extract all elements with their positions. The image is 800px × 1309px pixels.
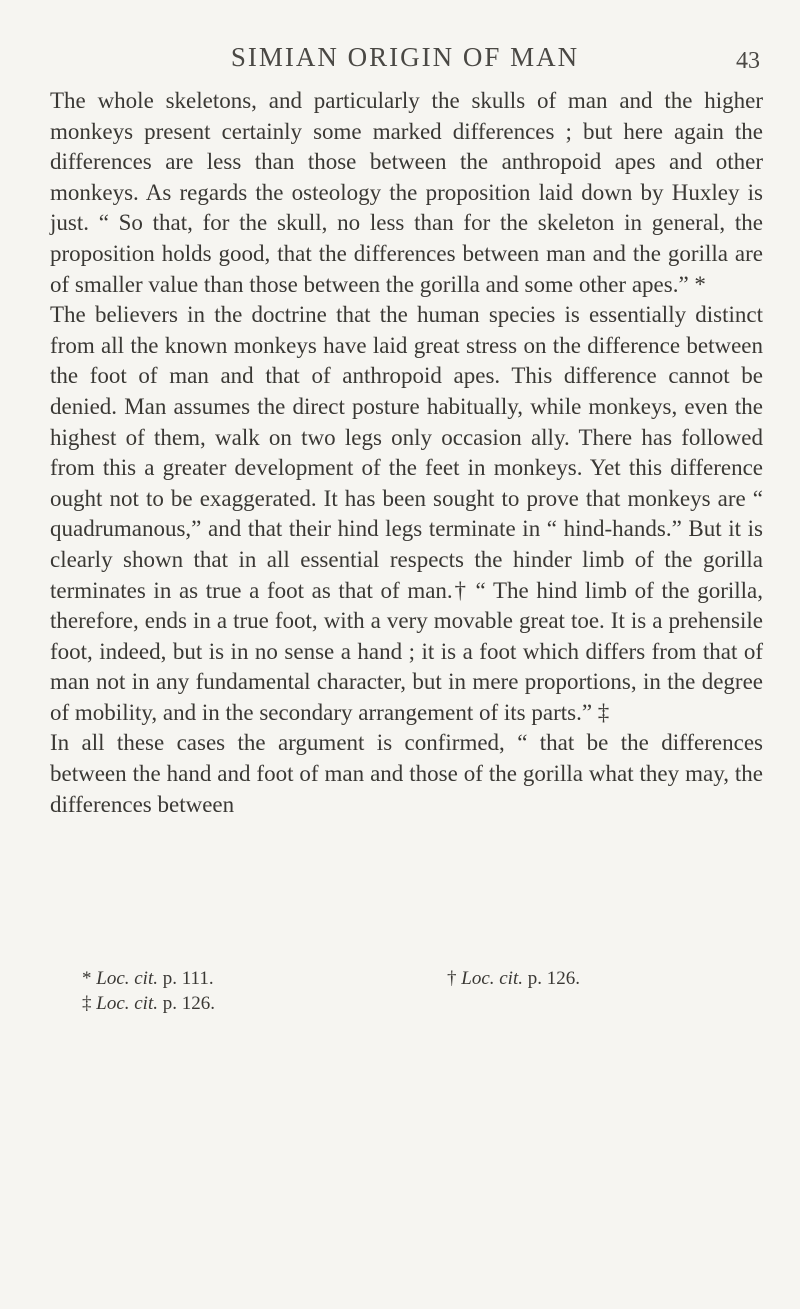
paragraph-cases: In all these cases the argument is confirmed, “ that be the differences between the hand and foot of man and those of the gorilla what they may, the differences between — [50, 730, 763, 817]
footnote-2 — [447, 966, 580, 991]
footnote-page: p. 126. — [162, 993, 215, 1014]
footnotes — [82, 966, 742, 1016]
footnote-ref: Loc. cit. — [96, 993, 158, 1014]
footnote-page: p. 126. — [527, 968, 580, 989]
paragraph-foot: The believers in the doctrine that the human species is essentially distinct from all the known monkeys have laid great stress on the difference between the foot of man and that of anthropoid apes. This difference cannot be denied. Man assumes the direct posture habitually, while monkeys, even the highest of them, walk on two legs only occasion ally. There has followed from this a greater development of the feet in monkeys. Yet this difference ought not to be exaggerated. It has been sought to prove that monkeys are “ quadrumanous,” and that their hind legs terminate in “ hind-hands.” But it is clearly shown that in all essential respects the hinder limb of the gorilla terminates in as true a foot as that of man.† “ The hind limb of the gorilla, therefore, ends in a true foot, with a very movable great toe. It is a prehensile foot, indeed, but is in no sense a hand ; it is a foot which differs from that of man not in any fundamental character, but in mere proportions, in the degree of mobility, and in the secondary arrangement of its parts.” ‡ — [50, 302, 763, 725]
footnote-page: p. 111. — [162, 968, 214, 989]
page-number: 43 — [736, 48, 760, 74]
running-head — [50, 42, 760, 82]
footnote-mark: † — [447, 968, 457, 989]
footnote-ref: Loc. cit. — [96, 968, 158, 989]
footnote-mark: * — [82, 968, 92, 989]
footnote-mark: ‡ — [82, 993, 92, 1014]
footnote-3 — [82, 991, 215, 1016]
running-title: SIMIAN ORIGIN OF MAN — [230, 42, 580, 72]
footnote-1 — [82, 966, 447, 991]
paragraph-skeletons: The whole skeletons, and particularly the skulls of man and the higher monkeys present certainly some marked differences ; but here again the differences are less than those between the anthropoid apes and other monkeys. As regards the osteology the proposition laid down by Huxley is just. “ So that, for the skull, no less than for the skeleton in general, the proposition holds good, that the differences between man and the gorilla are of smaller value than those between the gorilla and some other apes.” * — [50, 88, 763, 297]
footnote-ref: Loc. cit. — [461, 968, 523, 989]
body-text — [50, 86, 763, 820]
